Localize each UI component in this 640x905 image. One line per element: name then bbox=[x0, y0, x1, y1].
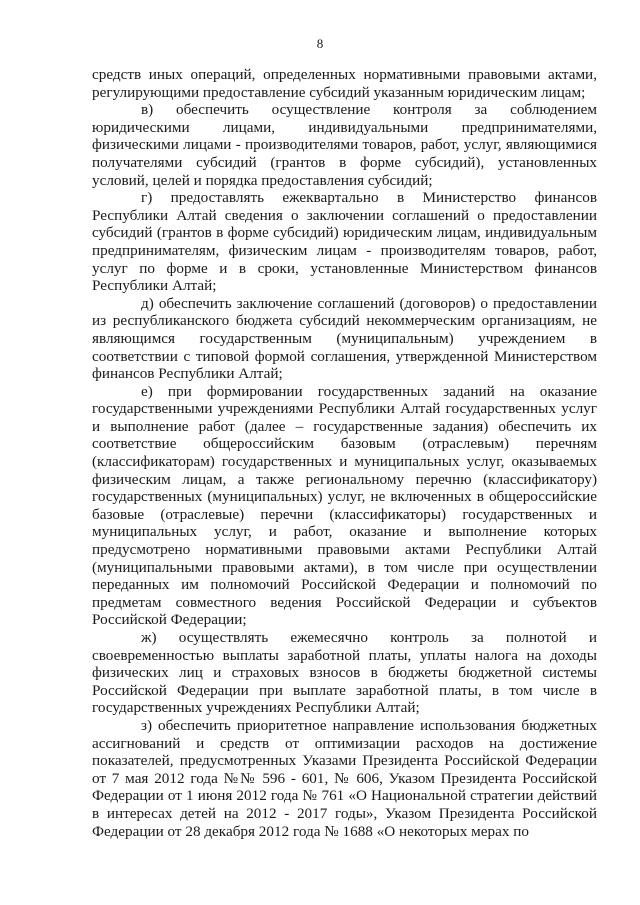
paragraph-item-g: г) предоставлять ежеквартально в Министерство финансов Республики Алтай сведения о заключении соглашений о предоставлении субсидий (грантов в форме субсидий) юридическим лицам, индивидуальным предпринимателям, физическим лицам - производителям товаров, работ, услуг по форме и в сроки, установленные Министерством финансов Республики Алтай; bbox=[92, 189, 597, 295]
paragraph-item-z: з) обеспечить приоритетное направление использования бюджетных ассигнований и средств от оптимизации расходов на достижение показателей, предусмотренных Указами Президента Российской Федерации от 7 мая 2012 года №№ 596 - 601, № 606, Указом Президента Российской Федерации от 1 июня 2012 года № 761 «О Национальной стратегии действий в интересах детей на 2012 - 2017 годы», Указом Президента Российской Федерации от 28 декабря 2012 года № 1688 «О некоторых мерах по bbox=[92, 716, 597, 840]
paragraph-continuation: средств иных операций, определенных нормативными правовыми актами, регулирующими предоставление субсидий указанным юридическим лицам; bbox=[92, 66, 597, 101]
paragraph-item-d: д) обеспечить заключение соглашений (договоров) о предоставлении из республиканского бюджета субсидий некоммерческим организациям, не являющимся государственным (муниципальным) учреждением в соответствии с типовой формой соглашения, утвержденной Министерством финансов Республики Алтай; bbox=[92, 294, 597, 383]
paragraph-item-v: в) обеспечить осуществление контроля за соблюдением юридическими лицами, индивидуальными предпринимателями, физическими лицами - производителями товаров, работ, услуг, являющимися получателями субсидий (грантов в форме субсидий), установленных условий, целей и порядка предоставления субсидий; bbox=[92, 101, 597, 189]
page-number: 8 bbox=[316, 36, 324, 51]
paragraph-item-e: е) при формировании государственных заданий на оказание государственными учреждениями Республики Алтай государственных услуг и выполнение работ (далее – государственные задания) обеспечить их соответствие общероссийским базовым (отраслевым) перечням (классификаторам) государственных и муниципальных услуг, оказываемых физическим лицам, а также региональному перечню (классификатору) государственных (муниципальных) услуг, не включенных в общероссийские базовые (отраслевые) перечни (классификаторы) государственных и муниципальных услуг, и работ, оказание и выполнение которых предусмотрено нормативными правовыми актами Республики Алтай (муниципальными правовыми актами), в том числе при осуществлении переданных им полномочий Российской Федерации и полномочий по предметам совместного ведения Российской Федерации и субъектов Российской Федерации; bbox=[92, 382, 597, 629]
document-body bbox=[92, 66, 597, 840]
paragraph-item-zh: ж) осуществлять ежемесячно контроль за полнотой и своевременностью выплаты заработной платы, уплаты налога на доходы физических лиц и страховых взносов в бюджеты бюджетной системы Российской Федерации при выплате заработной платы, в том числе в государственных учреждениях Республики Алтай; bbox=[92, 629, 597, 717]
